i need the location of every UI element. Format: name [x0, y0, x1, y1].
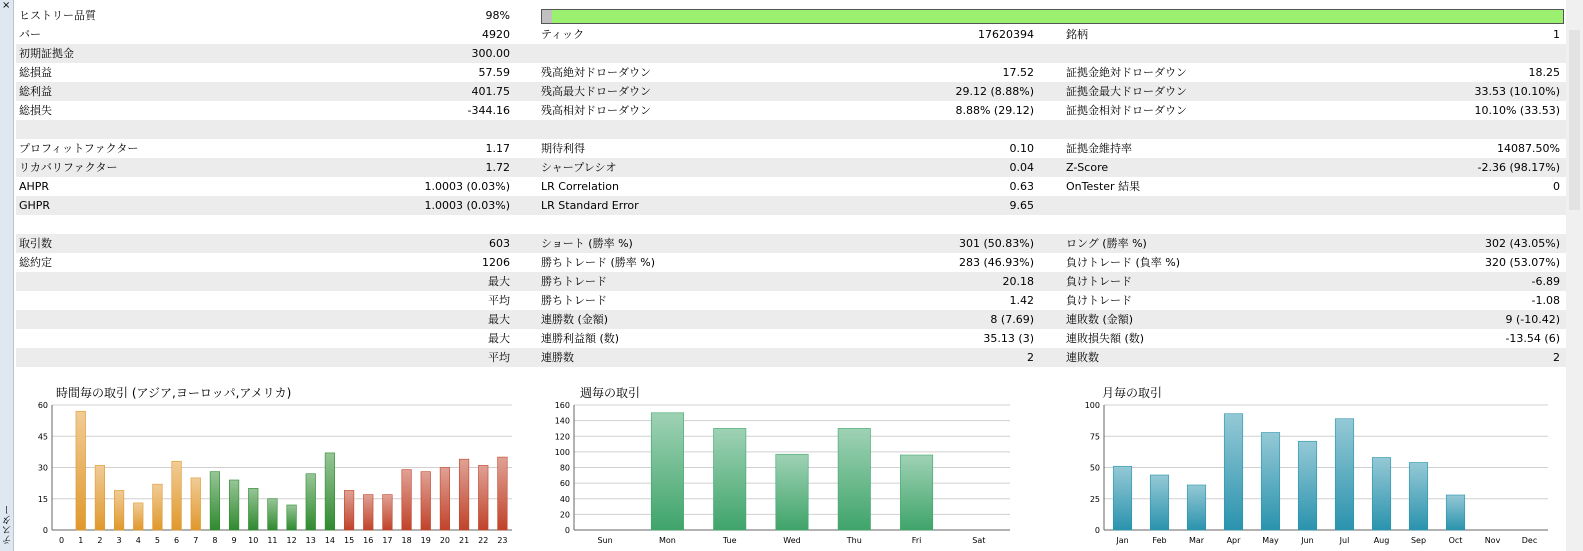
- stat-value: 0: [1553, 180, 1560, 193]
- stat-value: 最大: [488, 313, 510, 326]
- vertical-scrollbar[interactable]: [1566, 0, 1583, 551]
- history-quality-bar-missing: [542, 10, 552, 23]
- x-tick-label: 22: [478, 536, 489, 545]
- bar-7: [191, 478, 201, 530]
- stat-label: 総約定: [19, 256, 52, 269]
- report-row: [16, 25, 1566, 44]
- y-tick-label: 20: [559, 510, 570, 520]
- y-tick-label: 100: [554, 447, 570, 457]
- bar-22: [478, 465, 488, 530]
- x-tick-label: 2: [97, 536, 103, 545]
- stat-value: 283 (46.93%): [958, 256, 1034, 269]
- x-tick-label: 9: [231, 536, 237, 545]
- report-row: [16, 82, 1566, 101]
- bar-13: [306, 474, 316, 530]
- stat-value: 300.00: [471, 47, 510, 60]
- x-tick-label: Wed: [783, 536, 801, 545]
- report-row: [16, 63, 1566, 82]
- report-row: [16, 291, 1566, 310]
- stat-label: 連勝数: [541, 351, 574, 364]
- stat-label: 負けトレード: [1066, 294, 1132, 307]
- stat-label: 連敗損失額 (数): [1066, 332, 1145, 345]
- stat-value: 9.65: [1009, 199, 1034, 212]
- y-tick-label: 15: [37, 494, 48, 504]
- y-tick-label: 140: [554, 416, 570, 426]
- y-tick-label: 50: [1089, 463, 1100, 473]
- y-tick-label: 0: [564, 526, 570, 535]
- bar-Fri: [900, 455, 932, 530]
- x-tick-label: 3: [116, 536, 122, 545]
- stat-value: 1.72: [485, 161, 510, 174]
- report-row: [16, 139, 1566, 158]
- x-tick-label: 5: [154, 536, 160, 545]
- stat-label: 証拠金維持率: [1066, 142, 1132, 155]
- bar-Jun: [1298, 441, 1317, 530]
- x-tick-label: May: [1262, 536, 1279, 545]
- stat-value: 20.18: [1002, 275, 1034, 288]
- scrollbar-thumb[interactable]: [1569, 30, 1580, 210]
- x-tick-label: Thu: [846, 536, 862, 545]
- bar-20: [440, 468, 450, 531]
- x-tick-label: 15: [343, 536, 355, 545]
- x-tick-label: 7: [193, 536, 199, 545]
- bar-Tue: [714, 428, 746, 530]
- bar-Jul: [1335, 419, 1354, 530]
- stat-value: 2: [1027, 351, 1034, 364]
- stat-label: 勝ちトレード: [541, 294, 607, 307]
- stat-label: 期待利得: [541, 142, 585, 155]
- stat-label: リカバリファクター: [19, 161, 118, 174]
- report-row: [16, 310, 1566, 329]
- stat-value: 0.04: [1009, 161, 1034, 174]
- x-tick-label: 18: [401, 536, 412, 545]
- stat-value: 8.88% (29.12): [955, 104, 1034, 117]
- bar-19: [421, 472, 431, 530]
- x-tick-label: Jan: [1116, 536, 1129, 545]
- stat-label: LR Standard Error: [541, 199, 639, 212]
- bar-Jan: [1113, 466, 1132, 530]
- hourly-trades-chart: [28, 400, 518, 551]
- stat-value: 301 (50.83%): [958, 237, 1034, 250]
- stat-label: 残高最大ドローダウン: [541, 85, 651, 98]
- stat-label: 総利益: [19, 85, 52, 98]
- bar-4: [133, 503, 143, 530]
- x-tick-label: 16: [363, 536, 374, 545]
- stat-value: 2: [1553, 351, 1560, 364]
- stat-value: 1: [1553, 28, 1560, 41]
- stat-label: 連勝数 (金額): [541, 313, 609, 326]
- monthly-trades-chart: [1068, 400, 1556, 551]
- bar-11: [268, 499, 278, 530]
- stat-value: -13.54 (6): [1505, 332, 1560, 345]
- x-tick-label: Fri: [911, 536, 922, 545]
- bar-5: [153, 484, 163, 530]
- tester-panel-label: テスター: [3, 505, 14, 545]
- stat-value: 1206: [482, 256, 510, 269]
- stat-label: 連勝利益額 (数): [541, 332, 620, 345]
- x-tick-label: Dec: [1521, 536, 1538, 545]
- y-tick-label: 80: [559, 463, 570, 473]
- stat-value: 平均: [488, 351, 510, 364]
- hourly-chart-title: 時間毎の取引 (アジア,ヨーロッパ,アメリカ): [56, 386, 292, 400]
- bar-Aug: [1372, 458, 1391, 531]
- report-row: [16, 177, 1566, 196]
- stat-value: -344.16: [467, 104, 510, 117]
- y-tick-label: 160: [554, 401, 570, 410]
- stat-value: 1.0003 (0.03%): [424, 199, 510, 212]
- report-row: [16, 44, 1566, 63]
- bar-8: [210, 472, 220, 530]
- report-row: [16, 215, 1566, 234]
- x-tick-label: 20: [439, 536, 451, 545]
- stat-value: 302 (43.05%): [1484, 237, 1560, 250]
- stat-value: 14087.50%: [1497, 142, 1560, 155]
- stat-value: 57.59: [478, 66, 510, 79]
- x-tick-label: Jul: [1339, 536, 1350, 545]
- stat-label: 連敗数: [1066, 351, 1099, 364]
- stat-value: 18.25: [1528, 66, 1560, 79]
- history-quality-row: [16, 6, 1566, 25]
- x-tick-label: 14: [324, 536, 336, 545]
- stat-value: 17620394: [978, 28, 1034, 41]
- stat-label: Z-Score: [1066, 161, 1109, 174]
- report-row: [16, 253, 1566, 272]
- stat-label: バー: [19, 28, 41, 41]
- stat-label: 連敗数 (金額): [1066, 313, 1134, 326]
- x-tick-label: 4: [135, 536, 141, 545]
- x-tick-label: 11: [267, 536, 278, 545]
- stat-value: 33.53 (10.10%): [1474, 85, 1560, 98]
- bar-3: [114, 490, 124, 530]
- stat-label: シャープレシオ: [541, 161, 617, 174]
- bar-21: [459, 459, 469, 530]
- stat-label: 取引数: [19, 237, 52, 250]
- stat-label: OnTester 結果: [1066, 180, 1141, 193]
- x-tick-label: 6: [174, 536, 180, 545]
- report-row: [16, 329, 1566, 348]
- bar-14: [325, 453, 335, 530]
- bar-12: [287, 505, 297, 530]
- x-tick-label: 12: [286, 536, 297, 545]
- stat-label: 証拠金相対ドローダウン: [1066, 104, 1187, 117]
- bar-Thu: [838, 428, 870, 530]
- bar-Feb: [1150, 475, 1169, 530]
- stat-value: 35.13 (3): [983, 332, 1034, 345]
- bar-Mon: [651, 413, 683, 530]
- y-tick-label: 0: [1094, 526, 1100, 535]
- bar-Wed: [776, 454, 808, 530]
- stat-value: 0.10: [1009, 142, 1034, 155]
- x-tick-label: Apr: [1226, 536, 1241, 545]
- stat-value: 10.10% (33.53): [1474, 104, 1560, 117]
- x-tick-label: 10: [248, 536, 259, 545]
- y-tick-label: 40: [559, 494, 570, 504]
- x-tick-label: 17: [382, 536, 393, 545]
- bar-16: [363, 495, 373, 530]
- stat-label: GHPR: [19, 199, 51, 212]
- bar-May: [1261, 433, 1280, 531]
- report-row: [16, 234, 1566, 253]
- x-tick-label: 21: [458, 536, 470, 545]
- stat-label: AHPR: [19, 180, 50, 193]
- bar-2: [95, 465, 105, 530]
- report-row: [16, 272, 1566, 291]
- stat-value: -6.89: [1531, 275, 1560, 288]
- y-tick-label: 0: [42, 526, 48, 535]
- x-tick-label: Sep: [1410, 536, 1427, 545]
- weekday-trades-chart: [548, 400, 1018, 551]
- stat-label: ティック: [541, 28, 585, 41]
- x-tick-label: Tue: [722, 536, 737, 545]
- stat-value: 29.12 (8.88%): [955, 85, 1034, 98]
- report-row: [16, 120, 1566, 139]
- stat-label: 負けトレード: [1066, 275, 1132, 288]
- stat-value: 603: [489, 237, 510, 250]
- stat-label: 初期証拠金: [19, 47, 74, 60]
- x-tick-label: 1: [78, 536, 84, 545]
- stat-value: 8 (7.69): [990, 313, 1034, 326]
- stat-value: 320 (53.07%): [1484, 256, 1560, 269]
- y-tick-label: 25: [1089, 494, 1100, 504]
- x-tick-label: Aug: [1373, 536, 1390, 545]
- x-tick-label: Mon: [658, 536, 676, 545]
- stat-label: プロフィットファクター: [19, 142, 139, 155]
- tester-side-panel: [0, 0, 14, 551]
- x-tick-label: Feb: [1152, 536, 1167, 545]
- stat-value: 4920: [482, 28, 510, 41]
- bar-Apr: [1224, 414, 1243, 530]
- x-tick-label: Jun: [1301, 536, 1314, 545]
- y-tick-label: 30: [37, 463, 48, 473]
- report-row: [16, 101, 1566, 120]
- stat-label: ショート (勝率 %): [541, 237, 633, 250]
- x-tick-label: 0: [59, 536, 65, 545]
- stat-value: 9 (-10.42): [1505, 313, 1560, 326]
- bar-1: [76, 411, 86, 530]
- x-tick-label: Oct: [1448, 536, 1463, 545]
- history-quality-bar: [541, 9, 1564, 24]
- y-tick-label: 60: [559, 479, 570, 489]
- x-tick-label: 23: [497, 536, 508, 545]
- bar-Oct: [1446, 495, 1465, 530]
- y-tick-label: 60: [37, 401, 48, 410]
- stat-value: -2.36 (98.17%): [1477, 161, 1560, 174]
- report-row: [16, 348, 1566, 367]
- x-tick-label: Mar: [1188, 536, 1205, 545]
- x-tick-label: Sat: [972, 536, 986, 545]
- bar-Mar: [1187, 485, 1206, 530]
- stat-value: 17.52: [1002, 66, 1034, 79]
- close-icon[interactable]: ×: [2, 0, 11, 11]
- y-tick-label: 120: [554, 432, 570, 442]
- stat-value: 1.17: [485, 142, 510, 155]
- stat-label: 総損失: [19, 104, 52, 117]
- monthly-chart-title: 月毎の取引: [1102, 386, 1163, 400]
- bar-9: [229, 480, 239, 530]
- stat-label: ロング (勝率 %): [1066, 237, 1147, 250]
- x-tick-label: 19: [420, 536, 431, 545]
- stat-value: 1.42: [1009, 294, 1034, 307]
- bar-18: [402, 470, 412, 530]
- history-quality-label: ヒストリー品質: [19, 9, 96, 22]
- y-tick-label: 45: [37, 432, 48, 442]
- bar-10: [248, 488, 258, 530]
- stat-value: 平均: [488, 294, 510, 307]
- stat-label: 残高絶対ドローダウン: [541, 66, 651, 79]
- bar-15: [344, 490, 354, 530]
- stat-label: 証拠金最大ドローダウン: [1066, 85, 1187, 98]
- bar-6: [172, 461, 182, 530]
- stat-label: LR Correlation: [541, 180, 619, 193]
- history-quality-value: 98%: [485, 9, 510, 22]
- bar-23: [498, 457, 508, 530]
- stat-label: 証拠金絶対ドローダウン: [1066, 66, 1187, 79]
- stat-label: 負けトレード (負率 %): [1066, 256, 1181, 269]
- stat-label: 勝ちトレード (勝率 %): [541, 256, 656, 269]
- x-tick-label: 8: [212, 536, 218, 545]
- x-tick-label: 13: [305, 536, 316, 545]
- stat-label: 総損益: [19, 66, 52, 79]
- stat-label: 勝ちトレード: [541, 275, 607, 288]
- stat-value: 401.75: [471, 85, 510, 98]
- stat-label: 銘柄: [1066, 28, 1088, 41]
- stat-value: 最大: [488, 275, 510, 288]
- bar-17: [383, 495, 393, 530]
- y-tick-label: 100: [1084, 401, 1100, 410]
- bar-Sep: [1409, 463, 1428, 531]
- weekday-chart-title: 週毎の取引: [580, 386, 641, 400]
- stat-label: 残高相対ドローダウン: [541, 104, 651, 117]
- stat-value: 最大: [488, 332, 510, 345]
- stat-value: 0.63: [1009, 180, 1034, 193]
- report-row: [16, 158, 1566, 177]
- stat-value: -1.08: [1531, 294, 1560, 307]
- report-row: [16, 196, 1566, 215]
- x-tick-label: Sun: [597, 536, 613, 545]
- y-tick-label: 75: [1089, 432, 1100, 442]
- stat-value: 1.0003 (0.03%): [424, 180, 510, 193]
- x-tick-label: Nov: [1484, 536, 1501, 545]
